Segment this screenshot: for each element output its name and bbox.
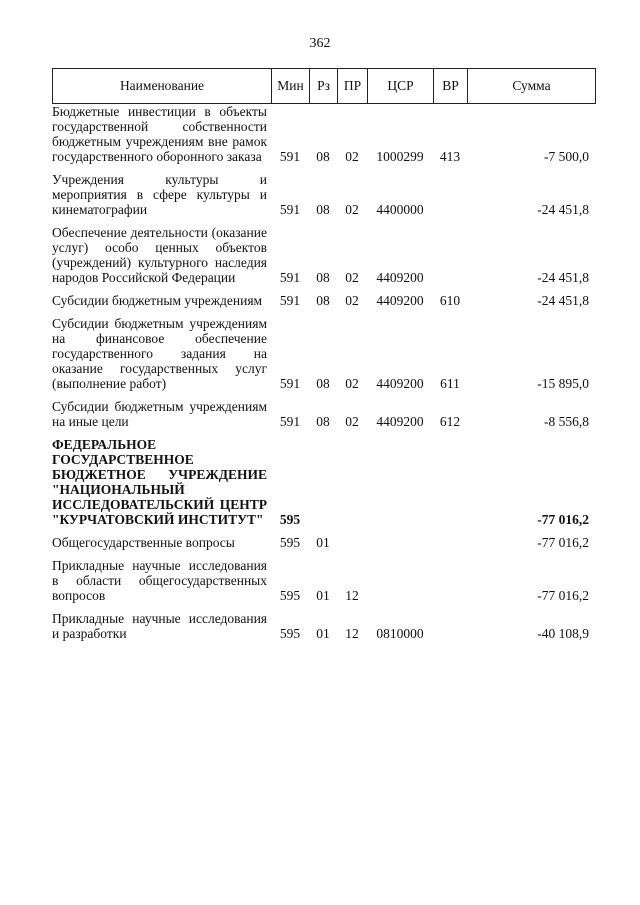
cell-rz: 08 (316, 293, 330, 308)
cell-pr: 02 (345, 293, 359, 308)
row-spacer (52, 308, 595, 316)
table-header (52, 68, 596, 104)
cell-vr (433, 535, 467, 550)
column-header-rz: Рз (310, 69, 338, 104)
column-header-vr: ВР (434, 69, 468, 104)
cell-csr: 4400000 (376, 202, 424, 217)
cell-name: Субсидии бюджетным учреждениям на иные цели (52, 399, 267, 429)
cell-name: Общегосударственные вопросы (52, 535, 235, 550)
cell-min: 595 (279, 588, 301, 603)
cell-vr (433, 611, 467, 641)
cell-vr (433, 437, 467, 527)
cell-name: Обеспечение деятельности (оказание услуг) особо ценных объектов (учреждений) культурного наследия народов Российской Федерации (52, 225, 267, 285)
row-spacer-cell (52, 217, 595, 225)
table-row (52, 611, 595, 641)
cell-min: 595 (279, 626, 301, 641)
cell-pr (337, 437, 367, 527)
column-header-name: Наименование (53, 69, 272, 104)
cell-min: 591 (279, 149, 301, 164)
cell-csr: 0810000 (376, 626, 424, 641)
cell-vr: 610 (439, 293, 461, 308)
cell-name: Субсидии бюджетным учреждениям (52, 293, 263, 308)
cell-sum: -8 556,8 (544, 414, 589, 429)
row-spacer (52, 164, 595, 172)
cell-rz: 01 (316, 626, 330, 641)
cell-vr (433, 225, 467, 285)
table-row (52, 172, 595, 217)
row-spacer-cell (52, 308, 595, 316)
cell-csr: 4409200 (376, 414, 424, 429)
row-spacer (52, 285, 595, 293)
cell-min: 591 (279, 202, 301, 217)
cell-pr: 12 (345, 626, 359, 641)
column-header-csr: ЦСР (368, 69, 434, 104)
row-spacer-cell (52, 527, 595, 535)
cell-rz: 08 (316, 414, 330, 429)
cell-rz: 08 (316, 149, 330, 164)
cell-vr: 413 (439, 149, 461, 164)
cell-sum: -7 500,0 (544, 149, 589, 164)
cell-rz: 08 (316, 376, 330, 391)
cell-csr: 4409200 (376, 376, 424, 391)
cell-csr (367, 535, 433, 550)
row-spacer (52, 603, 595, 611)
cell-name: Бюджетные инвестиции в объекты государственной собственности бюджетным учреждениям вне рамок государственного оборонного заказа (52, 104, 267, 164)
cell-name: Субсидии бюджетным учреждениям на финансовое обеспечение государственного задания на оказание государственных услуг (выполнение работ) (52, 316, 267, 391)
cell-name: Учреждения культуры и мероприятия в сфере культуры и кинематографии (52, 172, 267, 217)
page-number: 362 (309, 36, 331, 51)
cell-sum: -15 895,0 (537, 376, 589, 391)
row-spacer-cell (52, 391, 595, 399)
cell-pr: 02 (345, 270, 359, 285)
cell-sum: -40 108,9 (537, 626, 589, 641)
table-row (52, 293, 595, 308)
cell-csr (367, 558, 433, 603)
cell-name: Прикладные научные исследования в области общегосударственных вопросов (52, 558, 267, 603)
cell-csr: 1000299 (376, 149, 424, 164)
cell-csr: 4409200 (376, 293, 424, 308)
table-row (52, 399, 595, 429)
table-row (52, 104, 595, 164)
row-spacer (52, 217, 595, 225)
cell-rz: 01 (316, 588, 330, 603)
cell-min: 591 (279, 376, 301, 391)
cell-pr: 02 (345, 202, 359, 217)
column-header-sum: Сумма (468, 69, 596, 104)
cell-sum: -77 016,2 (537, 588, 589, 603)
row-spacer-cell (52, 550, 595, 558)
cell-sum: -77 016,2 (537, 535, 589, 550)
cell-vr (433, 172, 467, 217)
cell-rz: 08 (316, 202, 330, 217)
table-row (52, 437, 595, 527)
cell-min: 591 (279, 293, 301, 308)
cell-pr: 12 (345, 588, 359, 603)
cell-name: Прикладные научные исследования и разработки (52, 611, 267, 641)
cell-csr: 4409200 (376, 270, 424, 285)
table-row (52, 316, 595, 391)
cell-rz (309, 437, 337, 527)
cell-pr: 02 (345, 376, 359, 391)
cell-min: 595 (279, 512, 301, 527)
budget-table (52, 104, 595, 641)
row-spacer (52, 429, 595, 437)
cell-vr: 612 (439, 414, 461, 429)
column-header-min: Мин (272, 69, 310, 104)
cell-rz: 08 (316, 270, 330, 285)
cell-sum: -77 016,2 (537, 512, 589, 527)
row-spacer-cell (52, 603, 595, 611)
cell-min: 591 (279, 270, 301, 285)
table-row (52, 558, 595, 603)
row-spacer (52, 550, 595, 558)
row-spacer-cell (52, 429, 595, 437)
row-spacer-cell (52, 285, 595, 293)
cell-name: ФЕДЕРАЛЬНОЕ ГОСУДАРСТВЕННОЕ БЮДЖЕТНОЕ УЧРЕЖДЕНИЕ "НАЦИОНАЛЬНЫЙ ИССЛЕДОВАТЕЛЬСКИЙ ЦЕНТР "КУРЧАТОВСКИЙ ИНСТИТУТ" (52, 437, 267, 527)
cell-sum: -24 451,8 (537, 202, 589, 217)
row-spacer (52, 391, 595, 399)
cell-pr: 02 (345, 414, 359, 429)
row-spacer-cell (52, 164, 595, 172)
table-row (52, 535, 595, 550)
cell-min: 595 (279, 535, 301, 550)
cell-min: 591 (279, 414, 301, 429)
table-row (52, 225, 595, 285)
column-header-pr: ПР (338, 69, 368, 104)
cell-pr (337, 535, 367, 550)
cell-sum: -24 451,8 (537, 293, 589, 308)
cell-pr: 02 (345, 149, 359, 164)
row-spacer (52, 527, 595, 535)
cell-sum: -24 451,8 (537, 270, 589, 285)
cell-vr (433, 558, 467, 603)
cell-csr (367, 437, 433, 527)
cell-vr: 611 (440, 376, 460, 391)
cell-rz: 01 (316, 535, 330, 550)
